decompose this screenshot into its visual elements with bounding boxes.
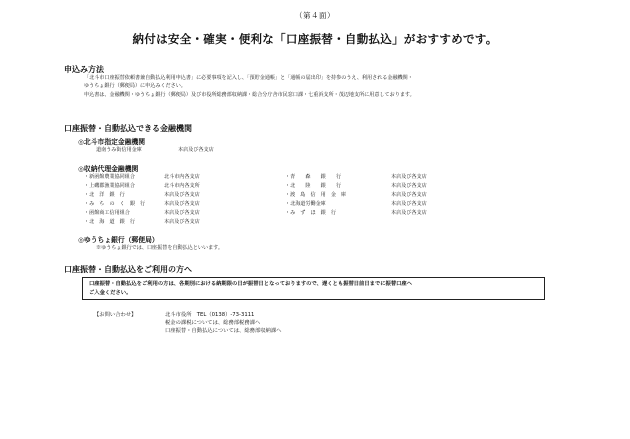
institution-branch: 本店及び各支店 (164, 219, 200, 225)
institution-name: ・渡 島 信 用 金 庫 (285, 192, 347, 198)
institution-name: ・青 森 銀 行 (285, 174, 342, 180)
usage-heading: 口座振替・自動払込をご利用の方へ (64, 265, 192, 274)
notice-box (82, 277, 545, 300)
agents-heading: ◎収納代理金融機関 (78, 165, 139, 173)
institution-branch: 本店及び各支店 (164, 192, 200, 198)
contact-phone: 北斗市役所 TEL（0138）-73-3111 (165, 312, 255, 318)
institution-branch: 本店及び各支店 (178, 147, 214, 153)
institution-name: ・北 洋 銀 行 (84, 192, 125, 198)
application-heading: 申込み方法 (64, 65, 104, 74)
page-title: 納付は安全・確実・便利な「口座振替・自動払込」がおすすめです。 (132, 32, 498, 46)
page-number: （第４面） (295, 11, 335, 20)
contact-label: 【お問い合わせ】 (94, 312, 137, 318)
application-text (84, 74, 415, 99)
institution-name: ・北海道労働金庫 (285, 201, 326, 207)
notice-line: ご入金ください。 (89, 289, 132, 296)
institution-branch: 本店及び各支店 (391, 201, 427, 207)
institution-branch: 本店及び各支店 (391, 174, 427, 180)
contact-collection-line: 口座振替・自動払込については、総務部収納課へ (165, 328, 282, 334)
designated-heading: ◎北斗市指定金融機関 (78, 138, 146, 146)
institution-name: ・み ち の く 銀 行 (84, 201, 146, 207)
institution-branch: 本店及び各支店 (391, 192, 427, 198)
institution-branch: 本店及び各支店 (391, 210, 427, 216)
institution-name: ・上磯郡漁業協同組合 (84, 183, 135, 189)
institution-branch: 本店及び各支店 (391, 183, 427, 189)
institution-branch: 北斗市内各支店 (164, 174, 200, 180)
institution-branch: 本店及び各支店 (164, 201, 200, 207)
institution-name: ・北 海 道 銀 行 (84, 219, 135, 225)
contact-tax-line: 税金の課税については、総務部税務課へ (165, 320, 261, 326)
institution-name: ・函館商工信用組合 (84, 210, 130, 216)
institution-name: ・み ず ほ 銀 行 (285, 210, 336, 216)
application-line: ゆうちょ銀行（郵便局）に申込みください。 (84, 83, 186, 90)
institution-branch: 北斗市内各支所 (164, 183, 200, 189)
application-line: 申込書は、金融機関・ゆうちょ銀行（郵便局）及び市役所総務部収納課・総合分庁舎市民窓口課・七重浜支所・茂辺地支所に用意しております。 (84, 91, 415, 98)
institution-branch: 本店及び各支店 (164, 210, 200, 216)
application-line: 「北斗市口座振替依頼書兼自動払込利用申込書」に必要事項を記入し、「預貯金通帳」と「通帳の届出印」を持参のうえ、利用される金融機関・ (84, 75, 413, 81)
institution-name: 道南うみ街信用金庫 (96, 147, 142, 153)
institutions-heading: 口座振替・自動払込できる金融機関 (64, 124, 192, 133)
yucho-heading: ◎ゆうちょ銀行（郵便局） (78, 236, 159, 244)
institution-name: ・新函館農業協同組合 (84, 174, 135, 180)
institution-name: ・北 陸 銀 行 (285, 183, 342, 189)
notice-line: 口座振替・自動払込をご利用の方は、各期別における納期限の日が振替日となっておりますので、遅くとも振替日前日までに振替口座へ (89, 281, 413, 287)
yucho-note: ※ゆうちょ銀行では、口座振替を自動払込といいます。 (96, 245, 223, 251)
